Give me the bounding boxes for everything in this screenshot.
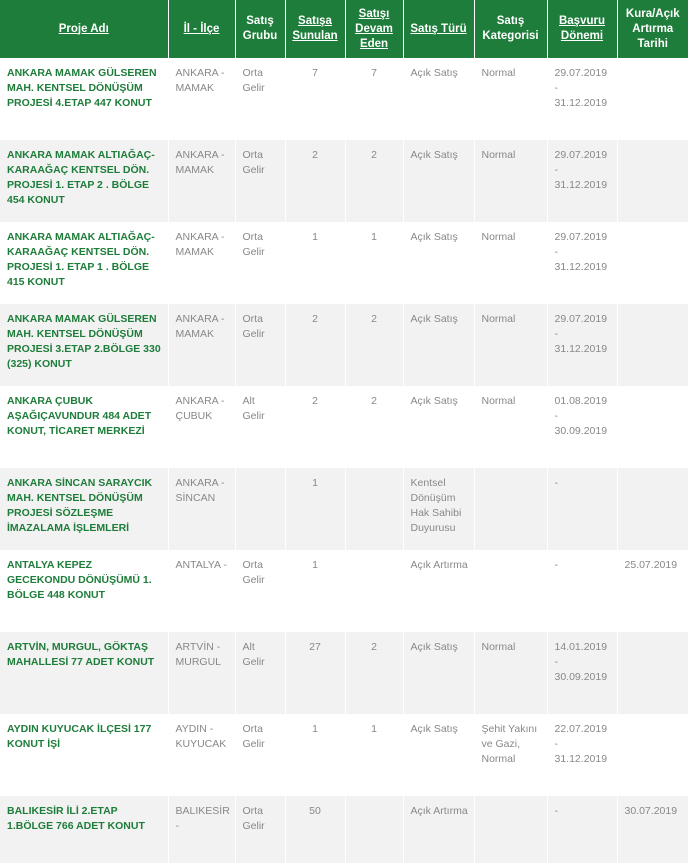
cell-tur: Açık Satış	[403, 222, 474, 304]
cell-proje[interactable]: AYDIN KUYUCAK İLÇESİ 177 KONUT İŞİ	[0, 714, 168, 796]
header-grup-label: Satış Grubu	[242, 15, 278, 42]
cell-tur: Kentsel Dönüşüm Hak Sahibi Duyurusu	[403, 468, 474, 550]
cell-kategori: Normal	[474, 386, 547, 468]
cell-il: ANKARA - MAMAK	[168, 222, 235, 304]
table-row[interactable]	[0, 304, 688, 386]
cell-il: BALIKESİR -	[168, 796, 235, 863]
table-row[interactable]	[0, 550, 688, 632]
cell-devam	[345, 550, 403, 632]
cell-grup: Orta Gelir	[235, 714, 285, 796]
cell-sunulan: 2	[285, 140, 345, 222]
header-il[interactable]	[168, 0, 235, 58]
cell-kategori: Şehit Yakını ve Gazi, Normal	[474, 714, 547, 796]
header-sunulan[interactable]	[285, 0, 345, 58]
cell-sunulan: 2	[285, 304, 345, 386]
cell-tur: Açık Artırma	[403, 550, 474, 632]
cell-devam: 1	[345, 714, 403, 796]
cell-sunulan: 1	[285, 468, 345, 550]
cell-sunulan: 1	[285, 550, 345, 632]
cell-kura	[617, 140, 688, 222]
sort-basvuru-link[interactable]: Başvuru Dönemi	[558, 15, 606, 42]
cell-tur: Açık Satış	[403, 140, 474, 222]
table-row[interactable]	[0, 386, 688, 468]
cell-kura	[617, 386, 688, 468]
cell-proje[interactable]: ARTVİN, MURGUL, GÖKTAŞ MAHALLESİ 77 ADET KONUT	[0, 632, 168, 714]
cell-kura: 30.07.2019	[617, 796, 688, 863]
table-row[interactable]	[0, 468, 688, 550]
cell-grup: Orta Gelir	[235, 304, 285, 386]
cell-grup: Orta Gelir	[235, 58, 285, 140]
table-row[interactable]	[0, 714, 688, 796]
cell-kategori: Normal	[474, 632, 547, 714]
cell-basvuru: 29.07.2019 - 31.12.2019	[547, 222, 617, 304]
cell-grup	[235, 468, 285, 550]
cell-il: ANKARA - SİNCAN	[168, 468, 235, 550]
sort-devam-link[interactable]: Satışı Devam Eden	[355, 7, 393, 50]
cell-kategori	[474, 796, 547, 863]
cell-kura	[617, 304, 688, 386]
cell-proje[interactable]: ANKARA MAMAK GÜLSEREN MAH. KENTSEL DÖNÜŞÜM PROJESİ 3.ETAP 2.BÖLGE 330 (325) KONUT	[0, 304, 168, 386]
header-row	[0, 0, 688, 58]
table-row[interactable]	[0, 632, 688, 714]
cell-devam: 2	[345, 386, 403, 468]
cell-sunulan: 2	[285, 386, 345, 468]
cell-grup: Orta Gelir	[235, 796, 285, 863]
cell-kategori: Normal	[474, 304, 547, 386]
cell-devam: 2	[345, 304, 403, 386]
cell-il: ARTVİN - MURGUL	[168, 632, 235, 714]
cell-tur: Açık Satış	[403, 58, 474, 140]
header-kategori	[474, 0, 547, 58]
cell-proje[interactable]: ANKARA MAMAK ALTIAĞAÇ-KARAAĞAÇ KENTSEL DÖN. PROJESİ 1. ETAP 1 . BÖLGE 415 KONUT	[0, 222, 168, 304]
sort-sunulan-link[interactable]: Satışa Sunulan	[292, 15, 338, 42]
cell-basvuru: 14.01.2019 - 30.09.2019	[547, 632, 617, 714]
cell-kura	[617, 468, 688, 550]
header-grup	[235, 0, 285, 58]
table-row[interactable]	[0, 796, 688, 863]
cell-il: ANKARA - MAMAK	[168, 304, 235, 386]
cell-devam	[345, 468, 403, 550]
cell-kategori	[474, 550, 547, 632]
cell-il: ANTALYA -	[168, 550, 235, 632]
cell-il: ANKARA - ÇUBUK	[168, 386, 235, 468]
cell-kura	[617, 222, 688, 304]
cell-devam: 1	[345, 222, 403, 304]
cell-kategori	[474, 468, 547, 550]
cell-il: ANKARA - MAMAK	[168, 140, 235, 222]
sort-proje-link[interactable]: Proje Adı	[58, 22, 109, 35]
cell-kura	[617, 714, 688, 796]
cell-sunulan: 1	[285, 222, 345, 304]
table-row[interactable]	[0, 222, 688, 304]
header-proje[interactable]	[0, 0, 168, 58]
cell-basvuru: -	[547, 796, 617, 863]
cell-kura: 25.07.2019	[617, 550, 688, 632]
header-tur[interactable]	[403, 0, 474, 58]
sort-tur-link[interactable]: Satış Türü	[410, 22, 467, 35]
cell-il: AYDIN - KUYUCAK	[168, 714, 235, 796]
cell-basvuru: 01.08.2019 - 30.09.2019	[547, 386, 617, 468]
cell-kategori: Normal	[474, 58, 547, 140]
cell-sunulan: 50	[285, 796, 345, 863]
cell-kura	[617, 632, 688, 714]
cell-devam: 2	[345, 140, 403, 222]
cell-kategori: Normal	[474, 222, 547, 304]
cell-sunulan: 7	[285, 58, 345, 140]
cell-proje[interactable]: BALIKESİR İLİ 2.ETAP 1.BÖLGE 766 ADET KONUT	[0, 796, 168, 863]
cell-grup: Orta Gelir	[235, 140, 285, 222]
cell-tur: Açık Satış	[403, 386, 474, 468]
cell-grup: Orta Gelir	[235, 550, 285, 632]
cell-tur: Açık Artırma	[403, 796, 474, 863]
cell-proje[interactable]: ANKARA ÇUBUK AŞAĞIÇAVUNDUR 484 ADET KONUT, TİCARET MERKEZİ	[0, 386, 168, 468]
header-devam[interactable]	[345, 0, 403, 58]
cell-devam: 7	[345, 58, 403, 140]
header-kategori-label: Satış Kategorisi	[482, 15, 539, 42]
header-kura	[617, 0, 688, 58]
cell-basvuru: -	[547, 468, 617, 550]
cell-basvuru: -	[547, 550, 617, 632]
table-row[interactable]	[0, 140, 688, 222]
cell-proje[interactable]: ANKARA MAMAK GÜLSEREN MAH. KENTSEL DÖNÜŞÜM PROJESİ 4.ETAP 447 KONUT	[0, 58, 168, 140]
cell-basvuru: 29.07.2019 - 31.12.2019	[547, 140, 617, 222]
cell-proje[interactable]: ANTALYA KEPEZ GECEKONDU DÖNÜŞÜMÜ 1. BÖLGE 448 KONUT	[0, 550, 168, 632]
header-basvuru[interactable]	[547, 0, 617, 58]
cell-tur: Açık Satış	[403, 632, 474, 714]
cell-tur: Açık Satış	[403, 714, 474, 796]
cell-sunulan: 1	[285, 714, 345, 796]
cell-proje[interactable]: ANKARA MAMAK ALTIAĞAÇ-KARAAĞAÇ KENTSEL DÖN. PROJESİ 1. ETAP 2 . BÖLGE 454 KONUT	[0, 140, 168, 222]
cell-grup: Alt Gelir	[235, 386, 285, 468]
cell-tur: Açık Satış	[403, 304, 474, 386]
cell-kategori: Normal	[474, 140, 547, 222]
cell-sunulan: 27	[285, 632, 345, 714]
sort-il-link[interactable]: İl - İlçe	[183, 22, 220, 35]
cell-kura	[617, 58, 688, 140]
cell-grup: Orta Gelir	[235, 222, 285, 304]
cell-devam: 2	[345, 632, 403, 714]
cell-basvuru: 22.07.2019 - 31.12.2019	[547, 714, 617, 796]
header-kura-label: Kura/Açık Artırma Tarihi	[625, 7, 680, 50]
table-row[interactable]	[0, 58, 688, 140]
cell-basvuru: 29.07.2019 - 31.12.2019	[547, 304, 617, 386]
cell-proje[interactable]: ANKARA SİNCAN SARAYCIK MAH. KENTSEL DÖNÜŞÜM PROJESİ SÖZLEŞME İMAZALAMA İŞLEMLERİ	[0, 468, 168, 550]
cell-basvuru: 29.07.2019 - 31.12.2019	[547, 58, 617, 140]
cell-grup: Alt Gelir	[235, 632, 285, 714]
cell-devam	[345, 796, 403, 863]
cell-il: ANKARA - MAMAK	[168, 58, 235, 140]
